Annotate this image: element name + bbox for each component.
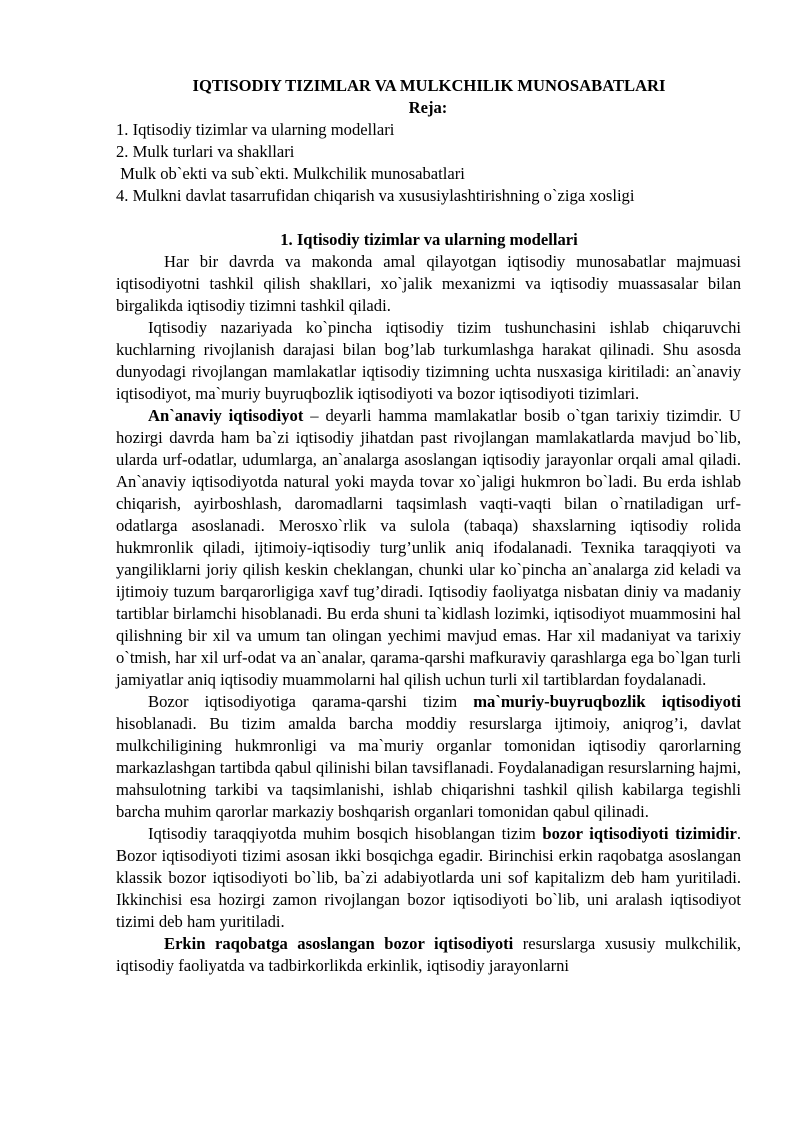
plan-item: Mulk ob`ekti va sub`ekti. Mulkchilik munosabatlari bbox=[116, 164, 465, 183]
section-heading: 1. Iqtisodiy tizimlar va ularning modellari bbox=[280, 230, 578, 249]
paragraph bbox=[116, 405, 741, 691]
plan-item: 4. Mulkni davlat tasarrufidan chiqarish va xususiylashtirishning o`ziga xosligi bbox=[116, 186, 635, 205]
paragraph-text: Iqtisodiy taraqqiyotda muhim bosqich hisoblangan tizim bbox=[148, 824, 543, 843]
paragraph bbox=[116, 933, 741, 977]
document-title: IQTISODIY TIZIMLAR VA MULKCHILIK MUNOSABATLARI bbox=[192, 76, 666, 95]
plan-item: 2. Mulk turlari va shakllari bbox=[116, 142, 295, 161]
paragraph-text: . Bozor iqtisodiyoti tizimi asosan ikki bosqichga egadir. Birinchisi erkin raqobatga asoslangan klassik bozor iqtisodiyoti bo`lib, ba`zi adabiyotlarda uni sof kapitalizm deb ham yuritiladi. Ikkinchisi esa hozirgi zamon rivojlangan bozor iqtisodiyoti bo`lib, uni aralash iqtisodiyot tizimi deb ham yuritiladi. bbox=[116, 824, 741, 931]
term-bold: ma`muriy-buyruqbozlik iqtisodiyoti bbox=[473, 692, 742, 711]
plan-heading: Reja: bbox=[408, 98, 448, 117]
paragraph bbox=[116, 823, 741, 933]
paragraph-text: hisoblanadi. Bu tizim amalda barcha moddiy resurslarga ijtimoiy, aniqrog’i, davlat mulkchiligining hukmronligi va ma`muriy organlar tomonidan iqtisodiy qarorlarning markazlashgan tartibda qabul qilinishi bilan tavsiflanadi. Foydalanadigan resurslarning hajmi, mahsulotning tarkibi va taqsimlanishi, ishlab chiqarishni tashkil qilish kabilarga tegishli barcha muhim qarorlar markaziy boshqarish organlari tomonidan qabul qilinadi. bbox=[116, 714, 741, 821]
paragraph-text: Bozor iqtisodiyotiga qarama-qarshi tizim bbox=[148, 692, 474, 711]
term-bold: Erkin raqobatga asoslangan bozor iqtisodiyoti bbox=[164, 934, 514, 953]
body-text bbox=[116, 251, 741, 977]
paragraph: Iqtisodiy nazariyada ko`pincha iqtisodiy tizim tushunchasini ishlab chiqaruvchi kuchlarning rivojlanish darajasi bilan bog’lab turkumlashga harakat qilinadi. Shu asosda dunyodagi rivojlangan mamlakatlar iqtisodiy tizimning uchta nusxasiga kiritiladi: an`anaviy iqtisodiyot, ma`muriy buyruqbozlik iqtisodiyoti va bozor iqtisodiyoti tizimlari. bbox=[116, 318, 741, 403]
paragraph bbox=[116, 691, 741, 823]
plan-item: 1. Iqtisodiy tizimlar va ularning modellari bbox=[116, 120, 395, 139]
paragraph-text: resurslarga xususiy mulkchilik, iqtisodiy faoliyatda va tadbirkorlikda erkinlik, iqtisodiy jarayonlarni bbox=[116, 934, 742, 975]
paragraph-text: – deyarli hamma mamlakatlar bosib o`tgan tarixiy tizimdir. U hozirgi davrda ham ba`zi iqtisodiy jihatdan past rivojlangan mamlakatlarda mavjud bo`lib, ularda urf-odatlar, udumlarga, an`analarga asoslangan iqtisodiy jarayonlar orqali amal qiladi. An`anaviy iqtisodiyotda natural yoki mayda tovar xo`jaligi hukmron bo`ladi. Bu erda ishlab chiqarish, ayirboshlash, daromadlarni taqsimlash vaqti-vaqti bilan o`rnatiladigan urf-odatlarga asoslanadi. Merosxo`rlik va sulola (tabaqa) shaxslarning iqtisodiy rolida hukmronlik qiladi, ijtimoiy-iqtisodiy turg’unlik aniq ifodalanadi. Texnika taraqqiyoti va yangiliklarni joriy qilish keskin cheklangan, chunki ular ko`pincha an`analarga zid keladi va ijtimoiy tuzum barqarorligiga xavf tug’diradi. Iqtisodiy faoliyatga nisbatan diniy va madaniy tartiblar birlamchi hisoblanadi. Bu erda shuni ta`kidlash lozimki, iqtisodiyot muammosini hal qilishning bir xil va umum tan olingan yechimi mavjud emas. Har xil madaniyat va tarixiy o`tmish, har xil urf-odat va an`analar, qarama-qarshi mafkuraviy qarashlarga ega bo`lgan turli jamiyatlar aniq iqtisodiy muammolarni hal qilish uchun turli xil tartiblardan foydalanadi. bbox=[116, 406, 741, 689]
document-title-block bbox=[0, 75, 800, 119]
term-bold: An`anaviy iqtisodiyot bbox=[148, 406, 304, 425]
term-bold: bozor iqtisodiyoti tizimidir bbox=[542, 824, 737, 843]
plan-list bbox=[116, 119, 756, 207]
paragraph: Har bir davrda va makonda amal qilayotgan iqtisodiy munosabatlar majmuasi iqtisodiyotni tashkil qilish shakllari, xo`jalik mexanizmi va iqtisodiy muassasalar bilan birgalikda iqtisodiy tizimni tashkil qiladi. bbox=[116, 252, 741, 315]
